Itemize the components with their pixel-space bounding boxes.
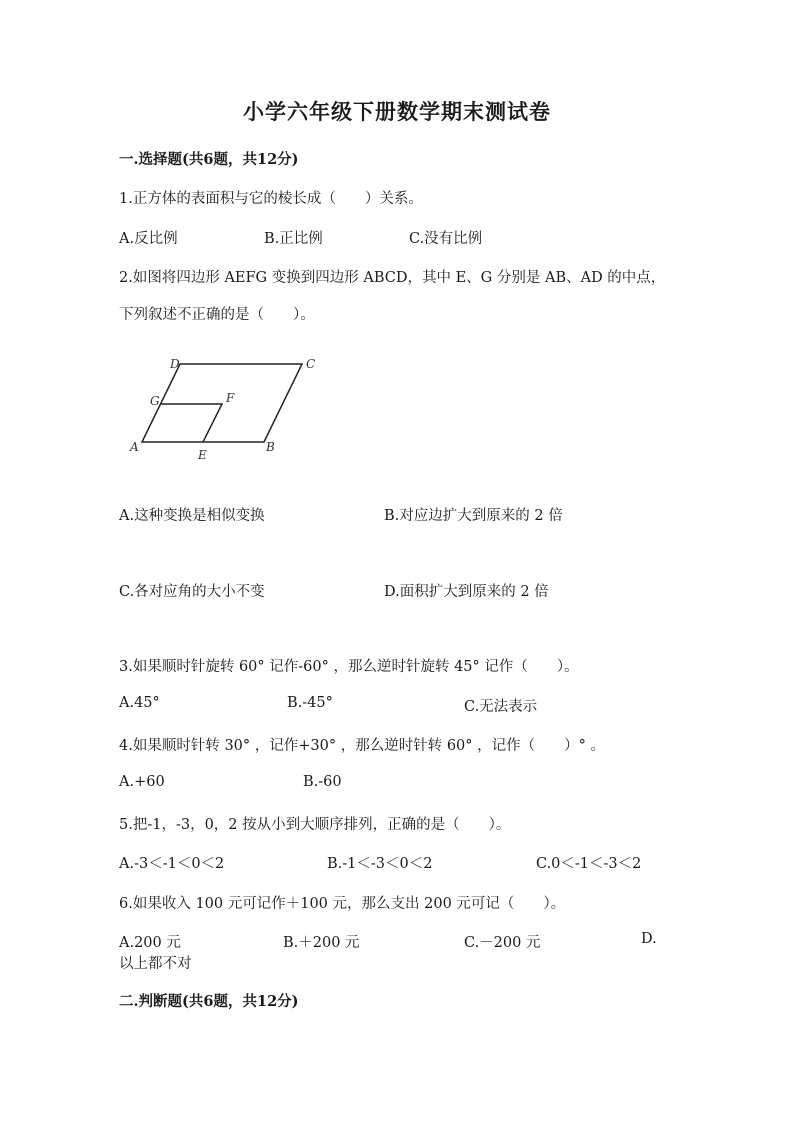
question-3-text: 3.如果顺时针旋转 60° 记作-60° ，那么逆时针旋转 45° 记作（ ）。 <box>119 659 579 675</box>
label-f: F <box>226 391 235 405</box>
question-3-option-a: A.45° <box>119 695 160 711</box>
question-6-option-d-text: 以上都不对 <box>119 956 192 972</box>
parallelogram-abcd <box>142 364 302 442</box>
question-3-option-c: C.无法表示 <box>464 699 538 715</box>
question-2-option-d: D.面积扩大到原来的 2 倍 <box>384 584 549 600</box>
question-2-text-line2: 下列叙述不正确的是（ ）。 <box>119 307 315 323</box>
question-6-option-c: C.－200 元 <box>464 935 541 951</box>
question-4-option-a: A.+60 <box>119 774 165 790</box>
question-1-text: 1.正方体的表面积与它的棱长成（ ）关系。 <box>119 191 423 207</box>
label-a: A <box>130 440 139 454</box>
section-heading-judgment: 二.判断题(共6题，共12分) <box>119 993 299 1010</box>
question-2-option-c: C.各对应角的大小不变 <box>119 584 265 600</box>
question-2-option-b: B.对应边扩大到原来的 2 倍 <box>384 508 563 524</box>
label-d: D <box>170 357 180 371</box>
label-e: E <box>198 448 207 462</box>
question-1-option-b: B.正比例 <box>264 231 323 247</box>
question-3-option-b: B.-45° <box>287 695 333 711</box>
label-g: G <box>150 394 160 408</box>
question-1-option-c: C.没有比例 <box>409 231 483 247</box>
question-5-option-a: A.-3＜-1＜0＜2 <box>119 856 225 872</box>
label-c: C <box>306 357 316 371</box>
question-4-option-b: B.-60 <box>303 774 342 790</box>
quadrilateral-figure <box>126 352 326 464</box>
question-5-text: 5.把-1，-3，0，2 按从小到大顺序排列，正确的是（ ）。 <box>119 817 511 833</box>
label-b: B <box>266 440 275 454</box>
question-5-option-c: C.0＜-1＜-3＜2 <box>536 856 642 872</box>
section-heading-choice: 一.选择题(共6题，共12分) <box>119 151 299 168</box>
question-5-option-b: B.-1＜-3＜0＜2 <box>327 856 433 872</box>
parallelogram-aefg <box>161 404 222 442</box>
question-4-text: 4.如果顺时针转 30° ，记作+30° ，那么逆时针转 60° ，记作（ ）° 。 <box>119 738 605 754</box>
question-2-text-line1: 2.如图将四边形 AEFG 变换到四边形 ABCD，其中 E、G 分别是 AB、AD 的中点， <box>119 270 666 286</box>
question-1-option-a: A.反比例 <box>119 231 178 247</box>
page-title: 小学六年级下册数学期末测试卷 <box>243 99 551 124</box>
question-6-option-b: B.＋200 元 <box>283 935 360 951</box>
question-6-option-d: D. <box>641 931 657 947</box>
question-6-option-a: A.200 元 <box>119 935 181 951</box>
question-6-text: 6.如果收入 100 元可记作＋100 元，那么支出 200 元可记（ ）。 <box>119 896 566 912</box>
question-2-option-a: A.这种变换是相似变换 <box>119 508 265 524</box>
